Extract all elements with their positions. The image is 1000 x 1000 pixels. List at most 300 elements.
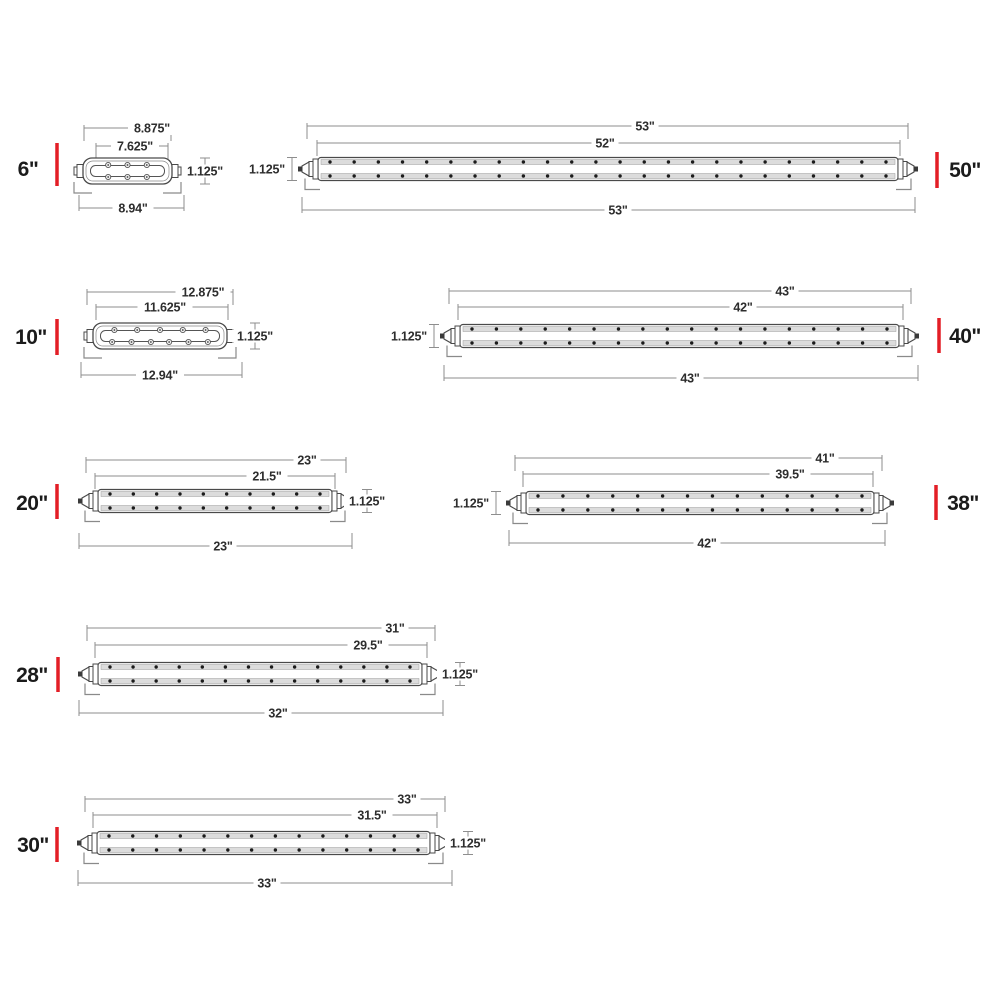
cap-ridge [89, 667, 93, 682]
mount-foot [84, 853, 99, 864]
size-label-20: 20" [16, 492, 48, 515]
cap-cone [81, 836, 88, 850]
screw-dot [316, 679, 319, 682]
screw-dot [154, 665, 157, 668]
screw-dot [763, 174, 766, 177]
bar-housing [83, 158, 172, 184]
screw-dot [224, 665, 227, 668]
size-label-38: 38" [947, 492, 979, 515]
dim-height-value: 1.125" [441, 667, 479, 682]
cap-cone [82, 667, 89, 681]
screw-dot [611, 508, 614, 511]
screw-dot [544, 327, 547, 330]
screw-dot [401, 160, 404, 163]
lightbar-20 [16, 453, 390, 554]
cap-ridge [517, 496, 521, 511]
screw-dot [786, 508, 789, 511]
screw-dot [761, 494, 764, 497]
screw-dot [788, 327, 791, 330]
screw-dot [690, 327, 693, 330]
bar-rail-top [100, 834, 427, 839]
dim-top-value: 23" [297, 453, 317, 468]
dim-height-value: 1.125" [186, 164, 224, 179]
screw-dot [522, 160, 525, 163]
screw-dot [377, 160, 380, 163]
dim-inner-value: 11.625" [143, 300, 187, 315]
screw-dot [226, 848, 229, 851]
mount-foot [420, 684, 435, 695]
mount-foot [85, 684, 100, 695]
mount-foot [428, 853, 443, 864]
screw-dot [861, 327, 864, 330]
cap-ridge [904, 329, 908, 344]
screw-dot [836, 327, 839, 330]
screw-dot [812, 160, 815, 163]
mount-foot [330, 511, 345, 522]
screw-dot [201, 679, 204, 682]
screw-dot [393, 848, 396, 851]
end-fitting [74, 167, 77, 175]
screw-dot [739, 341, 742, 344]
screw-dot [328, 174, 331, 177]
screw-dot [788, 160, 791, 163]
accent-red-tick [55, 143, 59, 186]
screw-dot [178, 506, 181, 509]
dim-bottom-value: 23" [213, 539, 233, 554]
mount-foot [305, 179, 320, 190]
screw-dot [860, 160, 863, 163]
screw-center [188, 341, 190, 343]
screw-dot [179, 834, 182, 837]
lightbar-38 [448, 451, 979, 551]
screw-dot [686, 494, 689, 497]
screw-dot [131, 665, 134, 668]
screw-dot [416, 834, 419, 837]
screw-dot [690, 341, 693, 344]
bar-rail-top [101, 665, 419, 670]
screw-dot [377, 174, 380, 177]
screw-dot [714, 341, 717, 344]
screw-dot [362, 665, 365, 668]
bar-rail-bottom [101, 679, 419, 684]
screw-center [168, 341, 170, 343]
bar-rail-bottom [321, 174, 895, 179]
screw-dot [202, 506, 205, 509]
dim-top-value: 41" [815, 451, 835, 466]
screw-center [146, 176, 148, 178]
screw-dot [739, 174, 742, 177]
screw-dot [836, 341, 839, 344]
screw-dot [810, 508, 813, 511]
screw-dot [763, 160, 766, 163]
bar-housing [93, 323, 227, 349]
screw-dot [739, 327, 742, 330]
accent-red-tick [55, 484, 59, 519]
screw-dot [201, 665, 204, 668]
cap-ridge [521, 493, 526, 513]
screw-dot [108, 679, 111, 682]
size-label-28: 28" [16, 664, 48, 687]
screw-dot [369, 848, 372, 851]
screw-dot [884, 160, 887, 163]
screw-dot [425, 174, 428, 177]
dim-height-value: 1.125" [236, 329, 274, 344]
cap-cone [908, 329, 915, 343]
bar-rail-bottom [100, 848, 427, 853]
screw-dot [568, 327, 571, 330]
screw-dot [270, 665, 273, 668]
screw-dot [611, 494, 614, 497]
screw-dot [293, 679, 296, 682]
accent-red-tick [55, 319, 59, 355]
screw-dot [295, 492, 298, 495]
cap-ridge [427, 667, 431, 682]
screw-dot [586, 508, 589, 511]
cap-cone [907, 162, 914, 176]
mount-foot [447, 346, 462, 357]
screw-dot [836, 174, 839, 177]
cap-ridge [313, 159, 318, 179]
screw-dot [108, 492, 111, 495]
screw-dot [711, 508, 714, 511]
cap-ridge [309, 162, 313, 177]
dim-bottom-value: 42" [697, 536, 717, 551]
dim-inner-value: 29.5" [353, 638, 383, 653]
lightbar-50 [244, 119, 981, 218]
screw-dot [473, 160, 476, 163]
screw-dot [178, 492, 181, 495]
lightbar-30 [17, 792, 491, 891]
size-label-10: 10" [15, 326, 47, 349]
screw-dot [362, 679, 365, 682]
screw-dot [321, 834, 324, 837]
screw-dot [860, 508, 863, 511]
size-label-40: 40" [949, 325, 981, 348]
screw-dot [885, 327, 888, 330]
screw-dot [835, 494, 838, 497]
screw-dot [666, 341, 669, 344]
screw-dot [408, 679, 411, 682]
screw-dot [885, 341, 888, 344]
screw-dot [519, 341, 522, 344]
screw-dot [318, 506, 321, 509]
dim-inner-value: 7.625" [116, 139, 154, 154]
cap-cone [883, 496, 890, 510]
cap-ridge [874, 493, 879, 513]
screw-dot [618, 160, 621, 163]
dim-top-value: 8.875" [133, 121, 171, 136]
screw-dot [788, 174, 791, 177]
screw-center [207, 341, 209, 343]
cap-ridge [92, 833, 97, 853]
screw-dot [131, 848, 134, 851]
screw-dot [691, 174, 694, 177]
screw-dot [495, 327, 498, 330]
lightbar-6 [18, 121, 228, 216]
screw-dot [641, 341, 644, 344]
end-fitting [84, 332, 87, 340]
screw-dot [594, 174, 597, 177]
screw-dot [544, 341, 547, 344]
screw-dot [812, 327, 815, 330]
screw-dot [470, 341, 473, 344]
dim-inner-value: 52" [595, 136, 615, 151]
screw-dot [224, 679, 227, 682]
screw-dot [250, 848, 253, 851]
accent-red-tick [56, 657, 60, 692]
screw-dot [248, 492, 251, 495]
dim-bottom-value: 8.94" [118, 201, 148, 216]
dim-bottom-value: 32" [268, 706, 288, 721]
screw-dot [691, 160, 694, 163]
screw-dot [788, 341, 791, 344]
screw-dot [666, 327, 669, 330]
dim-inner-value: 42" [733, 300, 753, 315]
screw-dot [272, 492, 275, 495]
cap-ridge [898, 159, 903, 179]
cap-cone [431, 667, 438, 681]
screw-dot [835, 508, 838, 511]
screw-center [136, 329, 138, 331]
screw-dot [736, 494, 739, 497]
screw-dot [107, 834, 110, 837]
cap-cone [302, 162, 309, 176]
screw-dot [636, 494, 639, 497]
cap-ridge [93, 491, 98, 511]
screw-dot [667, 174, 670, 177]
dim-bottom-value: 43" [680, 371, 700, 386]
screw-dot [408, 665, 411, 668]
screw-dot [321, 848, 324, 851]
screw-dot [570, 160, 573, 163]
screw-dot [416, 848, 419, 851]
bar-rail-bottom [463, 341, 896, 346]
screw-dot [786, 494, 789, 497]
screw-center [182, 329, 184, 331]
screw-dot [812, 341, 815, 344]
mount-foot [897, 346, 912, 357]
accent-red-tick [935, 152, 939, 188]
screw-dot [318, 492, 321, 495]
bar-rail-top [529, 494, 871, 499]
dim-top-value: 53" [635, 119, 655, 134]
screw-dot [179, 848, 182, 851]
screw-center [131, 341, 133, 343]
screw-center [146, 164, 148, 166]
screw-dot [812, 174, 815, 177]
cap-nub [77, 841, 81, 846]
screw-dot [393, 834, 396, 837]
dim-height-value: 1.125" [452, 496, 490, 511]
screw-dot [860, 494, 863, 497]
screw-dot [202, 492, 205, 495]
screw-center [205, 329, 207, 331]
cap-ridge [88, 836, 92, 851]
bar-rail-top [463, 327, 896, 332]
screw-center [114, 329, 116, 331]
screw-dot [155, 506, 158, 509]
screw-dot [131, 679, 134, 682]
screw-dot [473, 174, 476, 177]
screw-dot [155, 834, 158, 837]
cap-ridge [332, 491, 337, 511]
screw-dot [836, 160, 839, 163]
screw-dot [155, 492, 158, 495]
cap-nub [890, 501, 894, 506]
screw-dot [763, 327, 766, 330]
size-label-6: 6" [17, 158, 39, 181]
screw-center [127, 176, 129, 178]
screw-dot [643, 174, 646, 177]
screw-dot [519, 327, 522, 330]
screw-dot [328, 160, 331, 163]
screw-center [111, 341, 113, 343]
screw-dot [295, 506, 298, 509]
screw-dot [250, 834, 253, 837]
screw-dot [763, 341, 766, 344]
screw-dot [401, 174, 404, 177]
screw-dot [352, 160, 355, 163]
screw-dot [202, 834, 205, 837]
dim-inner-value: 21.5" [252, 469, 282, 484]
end-fitting [172, 165, 178, 178]
mount-foot [513, 513, 528, 524]
screw-dot [270, 679, 273, 682]
screw-dot [226, 834, 229, 837]
dim-bottom-value: 33" [257, 876, 277, 891]
dim-top-value: 12.875" [181, 285, 225, 300]
screw-dot [667, 160, 670, 163]
screw-dot [715, 160, 718, 163]
screw-dot [272, 506, 275, 509]
end-fitting [178, 167, 181, 175]
screw-dot [293, 665, 296, 668]
cap-ridge [93, 664, 98, 684]
screw-dot [297, 848, 300, 851]
cap-ridge [879, 496, 883, 511]
cap-ridge [422, 664, 427, 684]
screw-dot [369, 834, 372, 837]
screw-dot [617, 341, 620, 344]
screw-dot [339, 679, 342, 682]
screw-dot [736, 508, 739, 511]
screw-dot [570, 174, 573, 177]
screw-dot [425, 160, 428, 163]
screw-dot [536, 494, 539, 497]
accent-red-tick [55, 827, 59, 862]
screw-dot [568, 341, 571, 344]
screw-dot [352, 174, 355, 177]
screw-dot [154, 679, 157, 682]
dim-bottom-value: 53" [608, 203, 628, 218]
cap-nub [78, 499, 82, 504]
dim-top-value: 43" [775, 284, 795, 299]
screw-dot [385, 679, 388, 682]
screw-dot [498, 174, 501, 177]
screw-dot [155, 848, 158, 851]
screw-dot [470, 327, 473, 330]
bar-rail-top [321, 160, 895, 165]
cap-cone [439, 836, 446, 850]
screw-dot [592, 341, 595, 344]
screw-dot [711, 494, 714, 497]
screw-dot [449, 174, 452, 177]
cap-ridge [903, 162, 907, 177]
lightbar-40 [386, 284, 981, 386]
screw-dot [178, 665, 181, 668]
screw-dot [714, 327, 717, 330]
mount-foot [896, 179, 911, 190]
dim-top-value: 31" [385, 621, 405, 636]
screw-dot [661, 494, 664, 497]
screw-dot [274, 848, 277, 851]
dim-inner-value: 39.5" [775, 467, 805, 482]
cap-cone [444, 329, 451, 343]
screw-dot [247, 665, 250, 668]
screw-dot [225, 506, 228, 509]
dim-height-value: 1.125" [348, 494, 386, 509]
screw-dot [178, 679, 181, 682]
bar-rail-bottom [529, 508, 871, 513]
bar-rail-bottom [101, 506, 329, 511]
screw-dot [592, 327, 595, 330]
dim-height-value: 1.125" [248, 162, 286, 177]
screw-dot [247, 679, 250, 682]
lightbar-28 [16, 621, 483, 721]
screw-dot [715, 174, 718, 177]
mount-foot [872, 513, 887, 524]
size-label-50: 50" [949, 159, 981, 182]
screw-dot [108, 506, 111, 509]
screw-dot [546, 160, 549, 163]
dim-height-value: 1.125" [390, 329, 428, 344]
screw-dot [522, 174, 525, 177]
cap-nub [915, 334, 919, 339]
screw-dot [861, 341, 864, 344]
cap-ridge [89, 494, 93, 509]
cap-ridge [451, 329, 455, 344]
screw-dot [495, 341, 498, 344]
screw-dot [594, 160, 597, 163]
cap-nub [506, 501, 510, 506]
screw-dot [884, 174, 887, 177]
screw-dot [586, 494, 589, 497]
screw-dot [449, 160, 452, 163]
screw-dot [248, 506, 251, 509]
end-fitting [87, 330, 93, 343]
screw-dot [297, 834, 300, 837]
screw-center [127, 164, 129, 166]
screw-center [150, 341, 152, 343]
accent-red-tick [937, 318, 941, 353]
dim-top-value: 33" [397, 792, 417, 807]
mount-foot [85, 511, 100, 522]
screw-dot [107, 848, 110, 851]
screw-dot [761, 508, 764, 511]
cap-ridge [430, 833, 435, 853]
screw-center [107, 164, 109, 166]
cap-nub [440, 334, 444, 339]
screw-dot [345, 834, 348, 837]
size-label-30: 30" [17, 834, 49, 857]
screw-dot [132, 492, 135, 495]
screw-dot [536, 508, 539, 511]
screw-dot [498, 160, 501, 163]
screw-center [107, 176, 109, 178]
screw-dot [561, 508, 564, 511]
cap-cone [510, 496, 517, 510]
screw-dot [686, 508, 689, 511]
